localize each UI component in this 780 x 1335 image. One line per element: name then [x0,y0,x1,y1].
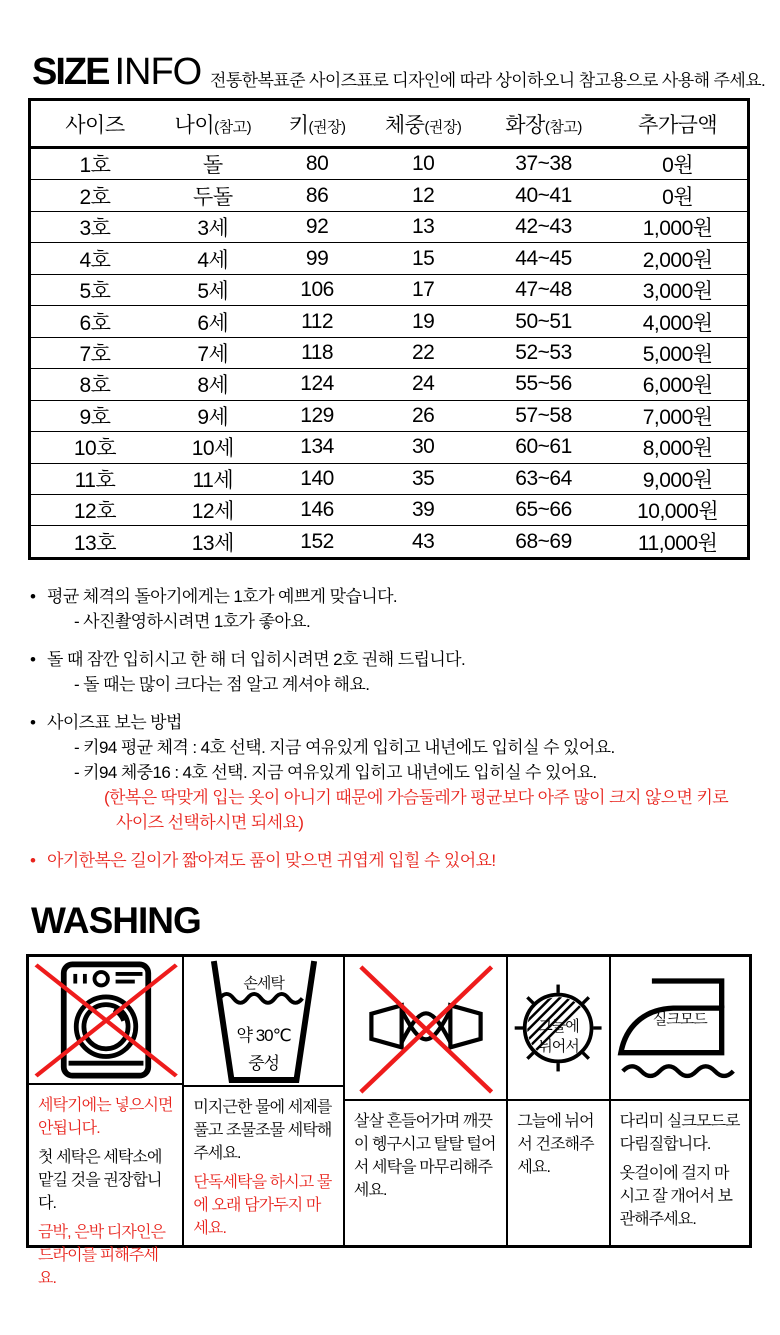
size-table-cell: 10세 [159,432,267,463]
hand-wash-icon [184,957,343,1087]
size-table-cell: 146 [267,495,368,526]
size-table-cell: 63~64 [479,463,608,494]
size-table-cell: 6,000원 [608,369,748,400]
size-table-cell: 12세 [159,495,267,526]
size-table-cell: 8,000원 [608,432,748,463]
size-table-cell: 134 [267,432,368,463]
wash-instruction-line: 세탁기에는 넣으시면 안됩니다. [38,1097,173,1137]
size-table-cell: 80 [305,152,329,176]
bullet-icon: • [30,587,36,606]
bullet-icon: • [30,713,36,732]
size-table-cell: 10호 [30,432,159,463]
iron-icon [617,972,743,1084]
hand-wash-label: 손세탁 [243,975,284,992]
size-table-cell: 60~61 [479,432,608,463]
size-table-cell: 7호 [30,337,159,368]
size-table-cell: 50~51 [479,306,608,337]
bullet-icon: • [30,851,36,870]
size-table-cell: 6호 [30,306,159,337]
size-table-cell: 8세 [159,369,267,400]
size-table-cell: 두돌 [159,180,267,211]
washing-title: WASHING [31,900,201,941]
shade-sun-icon [508,976,608,1080]
note-text: 돌 때 잠깐 입히시고 한 해 더 입히시려면 2호 권해 드립니다. [47,650,466,669]
size-table [28,98,750,560]
size-table-cell: 8호 [30,369,159,400]
wash-instructions [184,1087,343,1250]
washing-care-grid [26,954,752,1287]
wash-instruction-line: 그늘에 뉘어서 건조해주세요. [517,1113,594,1176]
note-text: 아기한복은 길이가 짧아져도 품이 맞으면 귀엽게 입힐 수 있어요! [47,851,496,870]
size-table-cell: 112 [267,306,368,337]
wash-col-iron-silk [609,957,749,1245]
size-table-cell: 43 [367,526,478,559]
no-machine-wash-icon [29,957,182,1085]
wash-instructions [345,1101,506,1245]
wash-col-dry-in-shade [506,957,608,1245]
wash-instructions [611,1101,749,1245]
size-column-header: 화장(참고) [479,100,608,148]
size-column-header: 사이즈 [30,100,159,148]
size-table-cell: 152 [267,526,368,559]
size-table-cell: 13 [367,211,478,242]
shade-label-line1: 그늘에 [538,1018,579,1035]
size-table-header-row [30,100,749,148]
size-table-row [30,274,749,305]
size-table-cell: 5호 [30,274,159,305]
silk-mode-label: 실크모드 [652,1011,707,1028]
size-table-cell: 118 [267,337,368,368]
size-table-cell: 55~56 [479,369,608,400]
size-table-cell: 40~41 [479,180,608,211]
size-table-cell: 3,000원 [608,274,748,305]
wash-instruction-line: 다리미 실크모드로 다림질합니다. [619,1113,740,1153]
size-table-cell: 37~38 [515,152,572,176]
size-table-row [30,306,749,337]
neutral-detergent-label: 중성 [248,1054,280,1073]
size-table-cell: 12호 [30,495,159,526]
size-column-header: 키(권장) [267,100,368,148]
note-subline: (한복은 딱맞게 입는 옷이 아니기 때문에 가슴둘레가 평균보다 아주 많이 크지 않으면 키로 [104,788,729,807]
note-subline: - 키94 평균 체격 : 4호 선택. 지금 여유있게 입히고 내년에도 입히실 수 있어요. [74,738,615,757]
shade-label-line2: 뉘어서 [538,1038,579,1055]
wash-instruction-line: 미지근한 물에 세제를 풀고 조물조물 세탁해주세요. [193,1099,332,1162]
size-table-row [30,432,749,463]
dry-in-shade-icon [508,957,608,1101]
wash-col-no-wring [343,957,506,1245]
page-title-light: INFO [114,51,202,93]
size-table-cell: 30 [367,432,478,463]
size-table-cell: 124 [267,369,368,400]
size-table-cell: 0원 [608,180,748,211]
wash-instruction-line: 금박, 은박 디자인은 드라이를 피해주세요. [38,1224,166,1287]
red-x-icon [29,957,182,1083]
size-table-cell: 65~66 [479,495,608,526]
size-table-row [30,148,749,180]
note-group [30,647,760,697]
note-text: 평균 체격의 돌아기에게는 1호가 예쁘게 맞습니다. [47,587,398,606]
size-table-cell: 9,000원 [608,463,748,494]
size-table-cell: 106 [267,274,368,305]
size-table-cell: 2호 [30,180,159,211]
size-column-header: 체중(권장) [367,100,478,148]
size-table-cell: 3호 [30,211,159,242]
wash-col-no-machine-wash [29,957,182,1287]
size-table-cell: 47~48 [479,274,608,305]
size-table-cell: 1,000원 [608,211,748,242]
size-table-cell: 26 [367,400,478,431]
size-table-cell: 86 [267,180,368,211]
size-table-cell: 22 [367,337,478,368]
note-group [30,710,760,835]
wash-instructions [508,1101,608,1245]
size-table-cell: 1호 [79,154,111,178]
size-table-cell: 13호 [30,526,159,559]
note-text: 사이즈표 보는 방법 [47,713,182,732]
page-title [32,51,201,94]
note-subline: - 사진촬영하시려면 1호가 좋아요. [74,612,311,631]
note-subline: 사이즈 선택하시면 되세요) [116,813,304,832]
size-table-cell: 10 [411,152,435,176]
size-table-cell: 11,000원 [608,526,748,559]
size-table-row [30,337,749,368]
page-subtitle: 전통한복표준 사이즈표로 디자인에 따라 상이하오니 참고용으로 사용해 주세요. [210,71,766,90]
size-table-cell: 4세 [159,243,267,274]
size-table-cell: 11호 [30,463,159,494]
size-table-cell: 5,000원 [608,337,748,368]
wash-basin-icon [205,957,323,1085]
size-table-cell: 10,000원 [608,495,748,526]
note-subline: - 키94 체중16 : 4호 선택. 지금 여유있게 입히고 내년에도 입히실 수 있어요. [74,763,597,782]
wash-instruction-line: 첫 세탁은 세탁소에 맡길 것을 권장합니다. [38,1149,162,1212]
size-table-cell: 6세 [159,306,267,337]
size-table-cell: 11세 [159,463,267,494]
iron-silk-icon [611,957,749,1101]
size-table-cell: 19 [367,306,478,337]
wash-instruction-line: 옷걸이에 걸지 마시고 잘 개어서 보관해주세요. [619,1165,733,1228]
size-notes [30,584,760,886]
note-group [30,848,760,873]
red-x-icon [345,957,506,1099]
wash-col-hand-wash [182,957,343,1245]
size-table-cell: 13세 [159,526,267,559]
size-table-cell: 44~45 [479,243,608,274]
size-table-cell: 5세 [159,274,267,305]
size-table-cell: 돌 [202,154,223,178]
size-table-row [30,463,749,494]
size-table-row [30,526,749,559]
note-group [30,584,760,634]
size-table-cell: 2,000원 [608,243,748,274]
bullet-icon: • [30,650,36,669]
size-column-header: 나이(참고) [159,100,267,148]
size-table-cell: 12 [367,180,478,211]
wash-instructions [29,1085,182,1300]
size-table-row [30,400,749,431]
size-table-cell: 52~53 [479,337,608,368]
size-table-cell: 140 [267,463,368,494]
size-table-cell: 24 [367,369,478,400]
size-table-cell: 129 [267,400,368,431]
size-table-cell: 17 [367,274,478,305]
size-table-row [30,495,749,526]
size-table-cell: 92 [267,211,368,242]
size-table-row [30,243,749,274]
size-table-cell: 7,000원 [608,400,748,431]
size-table-cell: 35 [367,463,478,494]
size-table-cell: 4호 [30,243,159,274]
size-table-row [30,211,749,242]
size-table-cell: 42~43 [479,211,608,242]
size-table-cell: 0원 [662,154,694,178]
size-table-cell: 4,000원 [608,306,748,337]
size-table-cell: 57~58 [479,400,608,431]
size-column-header: 추가금액 [608,100,748,148]
no-wring-icon [345,957,506,1101]
size-table-cell: 68~69 [479,526,608,559]
size-table-body [30,148,749,559]
size-table-cell: 39 [367,495,478,526]
wash-instruction-line: 살살 흔들어가며 깨끗이 헹구시고 탈탈 털어서 세탁을 마무리해주세요. [353,1113,496,1199]
size-table-cell: 99 [267,243,368,274]
page-title-bold: SIZE [32,51,109,93]
size-table-row [30,180,749,211]
size-table-cell: 9세 [159,400,267,431]
size-table-cell: 15 [367,243,478,274]
size-table-row [30,369,749,400]
wash-instruction-line: 단독세탁을 하시고 물에 오래 담가두지 마세요. [193,1174,332,1237]
size-table-cell: 7세 [159,337,267,368]
temperature-label: 약 30℃ [236,1026,291,1045]
size-table-cell: 9호 [30,400,159,431]
size-table-cell: 3세 [159,211,267,242]
note-subline: - 돌 때는 많이 크다는 점 알고 계셔야 해요. [74,675,370,694]
